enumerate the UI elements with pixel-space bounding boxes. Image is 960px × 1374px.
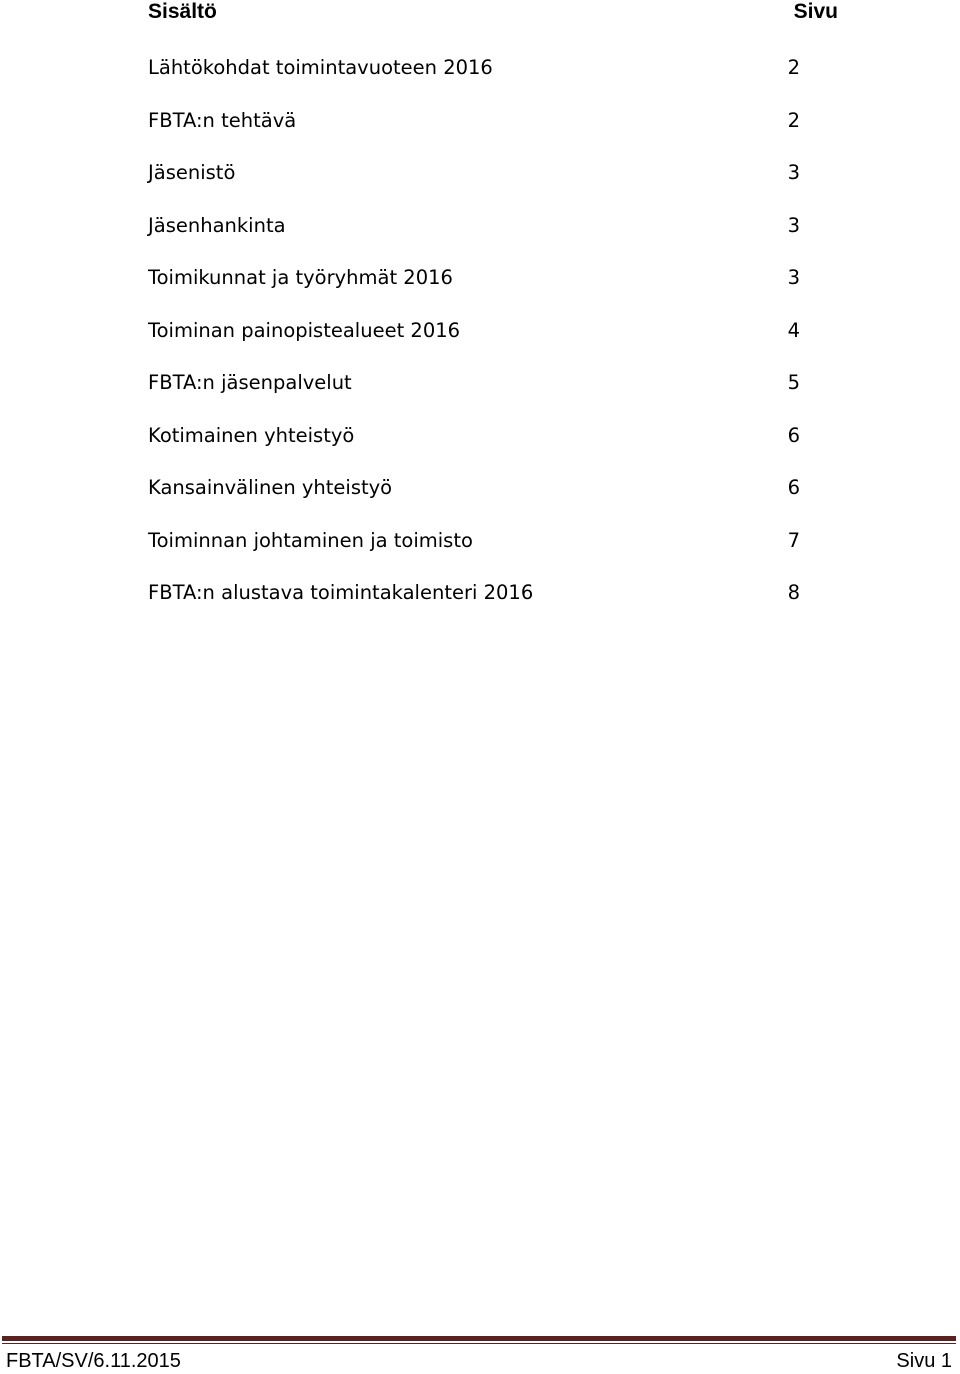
toc-entry-page: 6 bbox=[787, 423, 800, 447]
toc-entry-title: Toimikunnat ja työryhmät 2016 bbox=[148, 266, 453, 289]
footer-rule bbox=[2, 1336, 956, 1341]
toc-entry-page: 3 bbox=[787, 266, 800, 289]
toc-entry-page: 5 bbox=[787, 371, 800, 394]
toc-entry-title: Lähtökohdat toimintavuoteen 2016 bbox=[148, 56, 493, 79]
toc-heading: Sisältö bbox=[148, 0, 217, 23]
toc-entry[interactable] bbox=[148, 474, 800, 527]
toc-header bbox=[148, 0, 838, 26]
page-footer bbox=[6, 1348, 952, 1374]
toc-entry-title: FBTA:n tehtävä bbox=[148, 108, 297, 132]
toc-entry-page: 4 bbox=[787, 318, 800, 342]
toc-entry-title: Jäsenhankinta bbox=[148, 213, 286, 237]
toc-page-heading: Sivu bbox=[793, 0, 838, 23]
toc-entry-title: Toiminan painopistealueet 2016 bbox=[148, 318, 461, 342]
toc-entry-title: FBTA:n alustava toimintakalenteri 2016 bbox=[148, 581, 534, 604]
toc-list bbox=[148, 54, 800, 632]
toc-entry[interactable] bbox=[148, 422, 800, 475]
toc-entry-page: 2 bbox=[787, 56, 800, 79]
toc-entry-title: Kotimainen yhteistyö bbox=[148, 423, 355, 447]
toc-entry-title: Toiminnan johtaminen ja toimisto bbox=[148, 528, 473, 552]
footer-doc-ref: FBTA/SV/6.11.2015 bbox=[6, 1350, 181, 1372]
toc-entry[interactable] bbox=[148, 264, 800, 317]
toc-entry[interactable] bbox=[148, 369, 800, 422]
toc-entry-title: FBTA:n jäsenpalvelut bbox=[148, 371, 352, 394]
toc-entry-page: 8 bbox=[787, 581, 800, 604]
toc-entry[interactable] bbox=[148, 579, 800, 632]
toc-entry-page: 3 bbox=[787, 161, 800, 184]
toc-entry-page: 7 bbox=[787, 528, 800, 552]
toc-entry[interactable] bbox=[148, 317, 800, 370]
toc-entry-title: Jäsenistö bbox=[148, 161, 236, 184]
footer-page-number: Sivu 1 bbox=[896, 1350, 952, 1372]
toc-entry-title: Kansainvälinen yhteistyö bbox=[148, 476, 393, 499]
toc-entry-page: 2 bbox=[787, 108, 800, 132]
toc-entry[interactable] bbox=[148, 159, 800, 212]
toc-entry[interactable] bbox=[148, 527, 800, 580]
toc-entry[interactable] bbox=[148, 54, 800, 107]
toc-entry-page: 6 bbox=[787, 476, 800, 499]
toc-entry[interactable] bbox=[148, 212, 800, 265]
footer-rule-thin bbox=[2, 1343, 956, 1344]
toc-entry-page: 3 bbox=[787, 213, 800, 237]
toc-entry[interactable] bbox=[148, 107, 800, 160]
